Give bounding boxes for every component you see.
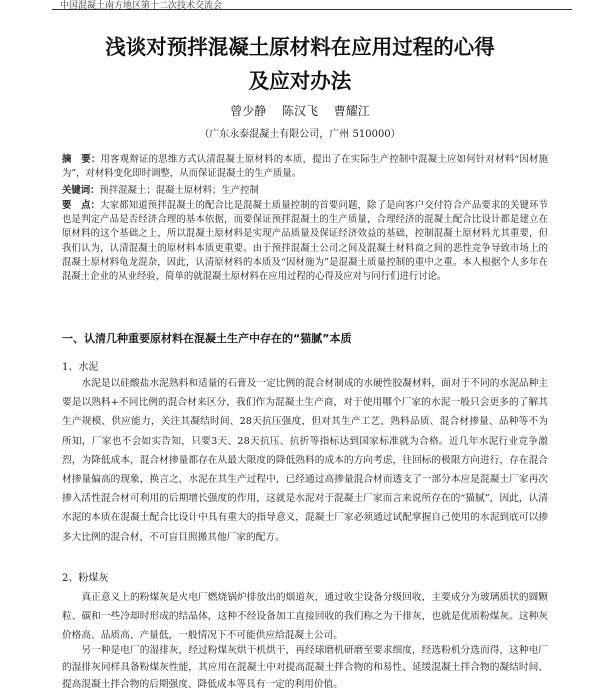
paragraph-cement: 水泥是以硅酸盐水泥熟料和适量的石膏及一定比例的混合材制成的水硬性胶凝材料，面对于不同的水泥品种主要是以熟料+不同比例的混合材来区分，我们作为混凝土生产商，对于使用哪个厂家的水泥一般只会更多的了解其生产规模、供应能力，关注其凝结时间、28天抗压强度，但对其生产工艺、熟料品质、混合材掺量、品种等不为所知，厂家也不会如实告知，只要3天、28天抗压、抗折等指标达到国家标准就为合格。近几年水泥行业竞争激烈，为降低成本，混合材掺量都存在从最大限度的降低熟料的成本的方向考虑，往回标的极限方向进行，存在混合材掺量偏高的现象，换言之，水泥在其生产过程中，已经通过高掺量混合材而透支了一部分本应是混凝土厂家再次掺入活性混合材可利用的后期增长强度的作用，这就是水泥对于混凝土厂家而言来说所存在的“猫腻”，因此，认清水泥的本质在混凝土配合比设计中具有重大的指导意义，混凝土厂家必须通过试配掌握自己使用的水泥到底可以掺多大比例的混合材，不可盲目照搬其他厂家的配方。 [62, 378, 548, 543]
keywords-text: 预拌混凝土；混凝土原材料；生产控制 [99, 185, 259, 196]
intro-paragraph [62, 199, 548, 284]
section-heading: 一、认清几种重要原材料在混凝土生产中存在的“猫腻”本质 [62, 332, 352, 345]
paragraph-fly-ash-1: 真正意义上的粉煤灰是火电厂燃烧锅炉排放出的烟道灰，通过收尘设备分级回收，主要成分为玻璃质状的圆颗粒、碳和一些冷却时形成的结晶体，这种不经设备加工直接回收的我们称之为干排灰，也就是优质粉煤灰。这种灰价格高、品质高、产量低，一般情况下不可能供应给混凝土公司。 [62, 592, 548, 642]
keywords-label: 关键词： [62, 185, 100, 196]
intro-label: 要 点： [62, 200, 101, 211]
abstract [62, 153, 548, 181]
abstract-text: 用客观辩证的思维方式认清混凝土原材料的本质，提出了在实际生产控制中混凝土应如何针对材料“因材施为”，对材料变化即时调整，从而保证混凝土的生产质量。 [62, 154, 548, 180]
article-affiliation: （广东永泰混凝土有限公司，广州 510000） [199, 129, 401, 140]
intro-text: 大家都知道预拌混凝土的配合比是混凝土质量控制的首要问题，除了是向客户交付符合产品要求的关键环节也是判定产品是否经济合理的基本依据，而要保证预拌混凝土的生产质量，合理经济的混凝土配合比设计都是建立在原材料的这个基础之上，所以混凝土原材料是实现产品质量及保证经济效益的基础，控制混凝土原材料尤其重要，但我们认为，认清混凝土的原材料本质更重要。由于预拌混凝土公司之间及混凝土材料商之间的恶性竞争导致市场上的混凝土原材料龟龙混杂，因此，认清原材料的本质及“因材施为”是混凝土质量控制的重中之重。本人根据个人多年在混凝土企业的从业经验，简单的就混凝土原材料在应用过程的心得及应对与同行们进行讨论。 [62, 200, 548, 283]
keywords [62, 184, 548, 198]
paragraph-fly-ash-2: 另一种是电厂的湿排灰，经过粉煤灰烘干机烘干，再经球磨机研磨至要求细度，经选粉机分选而得，这种电厂的湿排灰同样具备粉煤灰性能，其应用在混凝土中对提高混凝土拌合物的和易性、延缓混凝土拌合物的凝结时间、提高混凝土拌合物的后期强度、降低成本等具有一定的利用价值。 [62, 645, 548, 690]
running-header [52, 0, 572, 10]
article-title-line1: 浅谈对预拌混凝土原材料在应用过程的心得 [105, 35, 495, 59]
subheading-fly-ash: 2、粉煤灰 [62, 573, 109, 584]
abstract-label: 摘 要： [62, 154, 101, 165]
subheading-cement: 1、水泥 [62, 362, 99, 373]
running-header-text: 中国混凝土南方地区第十二次技术交流会 [60, 1, 223, 11]
article-authors: 曾少静 陈汉飞 曹耀江 [230, 104, 370, 118]
article-title-line2: 及应对办法 [248, 69, 352, 93]
